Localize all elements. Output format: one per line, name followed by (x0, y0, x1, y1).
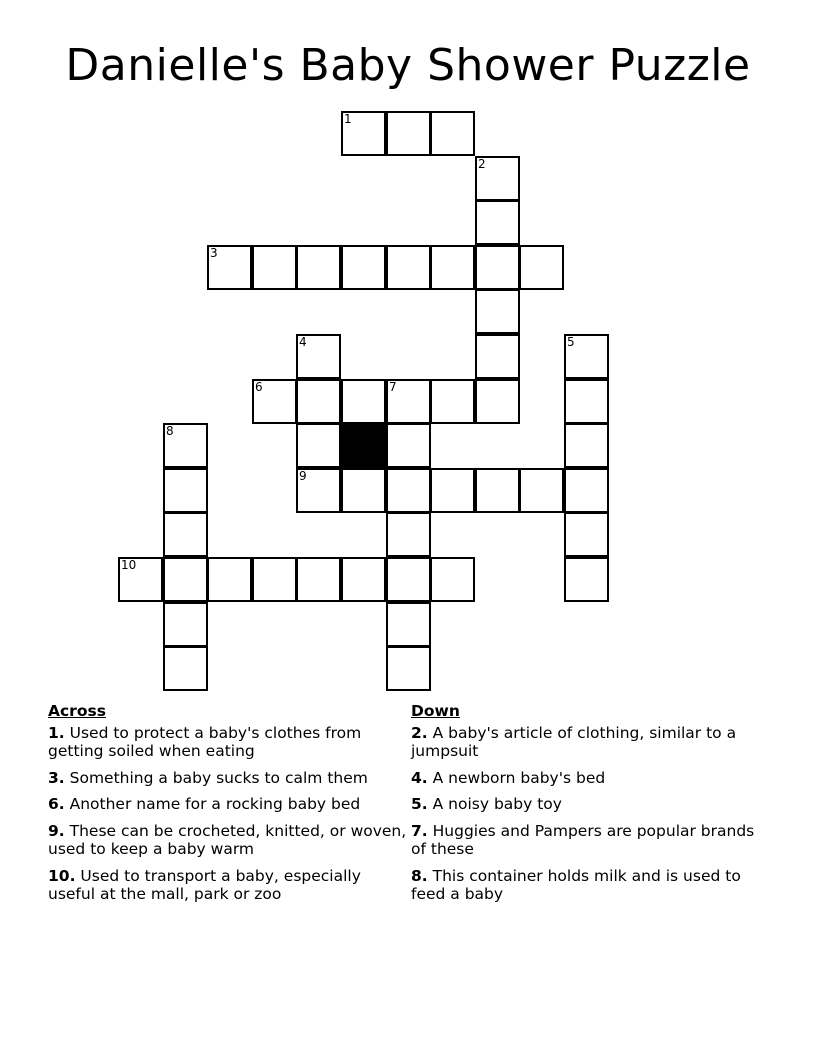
grid-cell[interactable] (430, 557, 475, 602)
cell-number: 2 (478, 157, 486, 171)
letter-input[interactable] (343, 470, 384, 511)
letter-input[interactable] (388, 604, 429, 645)
letter-input[interactable] (566, 336, 607, 377)
cell-number: 7 (389, 380, 397, 394)
grid-cell[interactable] (163, 512, 208, 557)
grid-cell[interactable] (341, 379, 386, 424)
clue-number: 6. (48, 795, 65, 813)
letter-input[interactable] (432, 559, 473, 600)
letter-input[interactable] (477, 291, 518, 332)
letter-input[interactable] (388, 559, 429, 600)
letter-input[interactable] (298, 425, 339, 466)
grid-cell[interactable] (475, 200, 520, 245)
letter-input[interactable] (388, 247, 429, 288)
grid-cell[interactable] (564, 468, 609, 513)
grid-cell[interactable] (341, 468, 386, 513)
cell-number: 8 (166, 424, 174, 438)
letter-input[interactable] (432, 381, 473, 422)
grid-cell[interactable] (118, 557, 163, 602)
clue-text: A noisy baby toy (432, 795, 562, 813)
letter-input[interactable] (477, 158, 518, 199)
grid-cell[interactable] (296, 468, 341, 513)
grid-cell[interactable] (207, 245, 252, 290)
grid-cell[interactable] (475, 379, 520, 424)
letter-input[interactable] (254, 559, 295, 600)
grid-cell[interactable] (386, 646, 431, 691)
down-clue-8 (411, 867, 756, 904)
grid-cell[interactable] (207, 557, 252, 602)
grid-cell[interactable] (386, 245, 431, 290)
letter-input[interactable] (432, 470, 473, 511)
across-clues (48, 702, 408, 912)
letter-input[interactable] (120, 559, 161, 600)
letter-input[interactable] (165, 470, 206, 511)
letter-input[interactable] (566, 381, 607, 422)
clue-text: This container holds milk and is used to feed a baby (411, 866, 741, 903)
letter-input[interactable] (477, 247, 518, 288)
letter-input[interactable] (298, 470, 339, 511)
grid-cell[interactable] (430, 245, 475, 290)
grid-cell[interactable] (475, 245, 520, 290)
grid-cell[interactable] (519, 245, 564, 290)
grid-cell[interactable] (163, 646, 208, 691)
puzzle-title: Danielle's Baby Shower Puzzle (65, 40, 751, 91)
grid-cell[interactable] (163, 468, 208, 513)
grid-cell[interactable] (296, 334, 341, 379)
across-clue-3 (48, 769, 408, 788)
letter-input[interactable] (209, 247, 250, 288)
grid-cell[interactable] (386, 379, 431, 424)
grid-cell[interactable] (386, 111, 431, 156)
letter-input[interactable] (298, 381, 339, 422)
grid-cell[interactable] (296, 245, 341, 290)
cell-number: 10 (121, 558, 137, 572)
grid-cell[interactable] (475, 289, 520, 334)
grid-cell[interactable] (564, 512, 609, 557)
clue-number: 8. (411, 866, 428, 885)
letter-input[interactable] (566, 470, 607, 511)
grid-cell[interactable] (430, 468, 475, 513)
clue-number: 2. (411, 723, 428, 742)
letter-input[interactable] (298, 559, 339, 600)
grid-cell[interactable] (341, 245, 386, 290)
letter-input[interactable] (477, 470, 518, 511)
letter-input[interactable] (254, 247, 295, 288)
clue-text: Another name for a rocking baby bed (69, 795, 361, 813)
down-clue-2 (411, 724, 756, 761)
letter-input[interactable] (165, 514, 206, 555)
letter-input[interactable] (254, 381, 295, 422)
letter-input[interactable] (388, 514, 429, 555)
grid-cell[interactable] (475, 334, 520, 379)
across-clue-1 (48, 724, 408, 761)
grid-cell[interactable] (163, 423, 208, 468)
letter-input[interactable] (343, 247, 384, 288)
grid-cell[interactable] (430, 111, 475, 156)
clue-text: Used to transport a baby, especially useful at the mall, park or zoo (48, 866, 361, 903)
grid-cell[interactable] (163, 557, 208, 602)
down-clue-7 (411, 822, 756, 859)
letter-input[interactable] (165, 559, 206, 600)
clue-number: 5. (411, 795, 428, 813)
down-clue-5 (411, 795, 756, 814)
clue-number: 9. (48, 821, 65, 840)
clue-number: 7. (411, 821, 428, 840)
grid-cell[interactable] (296, 379, 341, 424)
letter-input[interactable] (521, 470, 562, 511)
clue-text: Something a baby sucks to calm them (69, 768, 368, 787)
letter-input[interactable] (477, 336, 518, 377)
letter-input[interactable] (388, 113, 429, 154)
letter-input[interactable] (477, 202, 518, 243)
grid-cell[interactable] (386, 512, 431, 557)
letter-input[interactable] (298, 247, 339, 288)
letter-input[interactable] (343, 559, 384, 600)
across-header: Across (48, 702, 106, 720)
letter-input[interactable] (432, 247, 473, 288)
letter-input[interactable] (388, 381, 429, 422)
letter-input[interactable] (566, 425, 607, 466)
across-clue-9 (48, 822, 408, 859)
grid-cell[interactable] (475, 156, 520, 201)
letter-input[interactable] (566, 514, 607, 555)
clue-text: Used to protect a baby's clothes from getting soiled when eating (48, 723, 362, 760)
grid-cell[interactable] (564, 557, 609, 602)
clue-number: 1. (48, 723, 65, 742)
cell-number: 5 (567, 335, 575, 349)
grid-cell[interactable] (475, 468, 520, 513)
clue-number: 10. (48, 866, 76, 885)
cell-number: 6 (255, 380, 263, 394)
cell-number: 4 (299, 335, 307, 349)
cell-number: 1 (344, 112, 352, 126)
grid-cell[interactable] (564, 334, 609, 379)
letter-input[interactable] (566, 559, 607, 600)
letter-input[interactable] (298, 336, 339, 377)
letter-input[interactable] (521, 247, 562, 288)
grid-cell[interactable] (430, 379, 475, 424)
letter-input[interactable] (432, 113, 473, 154)
grid-cell[interactable] (252, 245, 297, 290)
grid-cell[interactable] (386, 557, 431, 602)
grid-cell[interactable] (386, 602, 431, 647)
letter-input[interactable] (477, 381, 518, 422)
letter-input[interactable] (165, 604, 206, 645)
letter-input[interactable] (165, 425, 206, 466)
grid-cell[interactable] (163, 602, 208, 647)
down-header: Down (411, 702, 460, 720)
clue-text: These can be crocheted, knitted, or woven, used to keep a baby warm (48, 821, 407, 858)
down-clues (411, 702, 756, 912)
cell-number: 3 (210, 246, 218, 260)
grid-cell[interactable] (341, 111, 386, 156)
grid-cell[interactable] (252, 557, 297, 602)
across-clue-6 (48, 795, 408, 814)
clue-number: 3. (48, 768, 65, 787)
grid-cell[interactable] (386, 423, 431, 468)
grid-cell[interactable] (519, 468, 564, 513)
down-clue-4 (411, 769, 756, 788)
letter-input[interactable] (388, 648, 429, 689)
grid-cell[interactable] (341, 557, 386, 602)
grid-cell[interactable] (564, 423, 609, 468)
cell-number: 9 (299, 469, 307, 483)
grid-cell[interactable] (386, 468, 431, 513)
letter-input[interactable] (388, 425, 429, 466)
clue-text: A baby's article of clothing, similar to a jumpsuit (411, 723, 737, 760)
grid-cell[interactable] (296, 557, 341, 602)
letter-input[interactable] (343, 381, 384, 422)
letter-input[interactable] (165, 648, 206, 689)
clue-number: 4. (411, 768, 428, 787)
grid-cell[interactable] (252, 379, 297, 424)
across-clue-10 (48, 867, 408, 904)
clue-text: A newborn baby's bed (432, 768, 606, 787)
grid-cell[interactable] (296, 423, 341, 468)
clue-text: Huggies and Pampers are popular brands of these (411, 821, 755, 858)
grid-cell[interactable] (564, 379, 609, 424)
black-block (341, 423, 386, 468)
letter-input[interactable] (209, 559, 250, 600)
letter-input[interactable] (388, 470, 429, 511)
letter-input[interactable] (343, 113, 384, 154)
